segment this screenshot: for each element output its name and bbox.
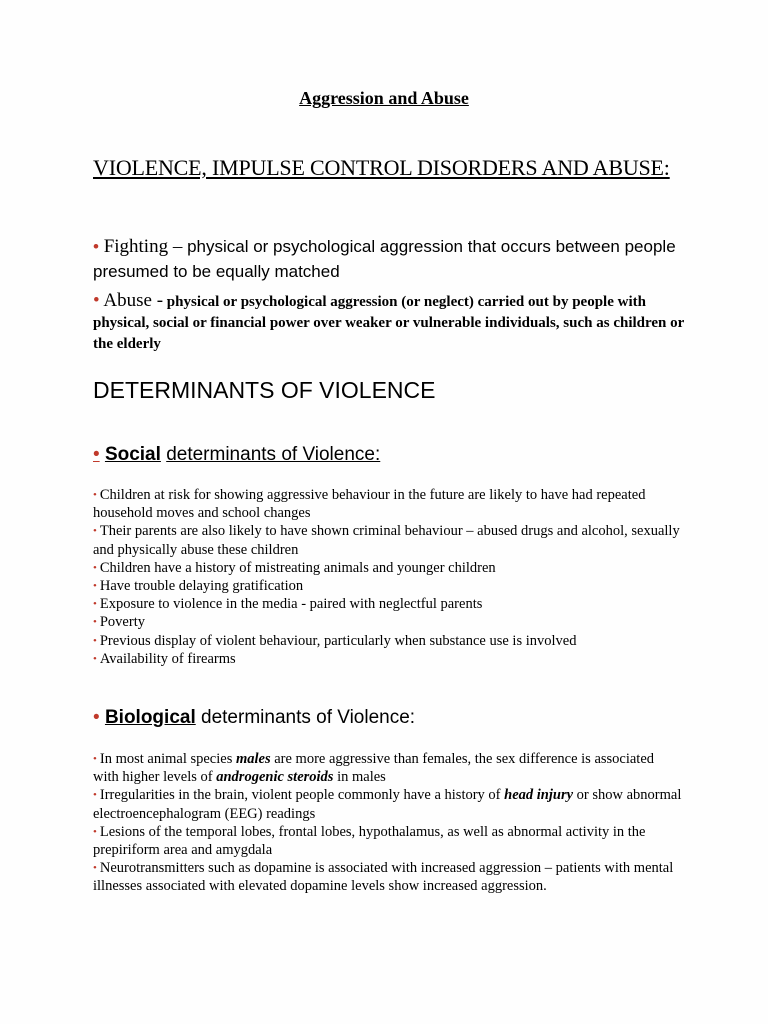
list-item: • Exposure to violence in the media - paired with neglectful parents [93,596,483,613]
bullet-icon: • [93,580,97,593]
bullet-icon: • [93,862,97,875]
subheading-bold: Biological [104,707,196,728]
bullet-icon: • [93,525,97,538]
list-item: • Have trouble delaying gratification [93,578,304,595]
definition-term: Fighting – [103,236,183,257]
list-item: • Poverty [93,614,145,631]
subheading-rest: determinants of Violence: [166,444,381,465]
biological-subheading [93,707,415,729]
list-item: • Their parents are also likely to have shown criminal behaviour – abused drugs and alcohol, sexually and physically abuse these children [93,523,680,558]
bullet-icon: • [93,489,97,501]
social-subheading [93,444,380,466]
biological-determinants-list [93,750,683,896]
bullet-icon: • [93,598,97,611]
bullet-icon: • [93,652,97,665]
list-item: • In most animal species males are more aggressive than females, the sex difference is associated with higher levels of androgenic steroids in males [93,751,655,786]
heading-determinants: DETERMINANTS OF VIOLENCE [93,377,436,403]
heading-violence [93,155,693,181]
document-title [0,88,768,109]
social-determinants-list [93,486,683,668]
list-item: • Neurotransmitters such as dopamine is associated with increased aggression – patients with mental illnesses associated with elevated dopamine levels show increased aggression. [93,860,674,895]
bullet-icon: • [93,237,99,256]
bullet-icon: • [93,561,97,574]
title-text: Aggression and Abuse [299,88,469,108]
definition-fighting [93,234,693,284]
heading-violence-text: VIOLENCE, IMPULSE CONTROL DISORDERS AND ABUSE: [93,155,670,180]
definition-term: Abuse - [103,290,164,311]
bullet-icon: • [93,707,100,728]
list-item: • Children at risk for showing aggressive behaviour in the future are likely to have had repeated household moves and school changes [93,487,646,522]
definition-abuse [93,290,693,355]
list-item: • Irregularities in the brain, violent people commonly have a history of head injury or show abnormal electroencephalogram (EEG) readings [93,787,682,822]
list-item: • Previous display of violent behaviour, particularly when substance use is involved [93,632,577,649]
list-item: • Availability of firearms [93,650,236,667]
bullet-icon: • [93,789,97,802]
definition-text: physical or psychological aggression (or neglect) carried out by people with physical, social or financial power over weaker or vulnerable individuals, such as children or the elderly [93,294,685,352]
bullet-icon: • [93,753,97,765]
subheading-bold: Social [104,444,161,465]
definition-text: physical or psychological aggression that occurs between people presumed to be equally matched [93,237,676,281]
list-item: • Children have a history of mistreating animals and younger children [93,559,496,576]
subheading-rest: determinants of Violence: [201,707,416,728]
list-item: • Lesions of the temporal lobes, frontal lobes, hypothalamus, as well as abnormal activity in the prepiriform area and amygdala [93,823,646,859]
bullet-icon: • [93,290,100,311]
bullet-icon: • [93,616,97,629]
bullet-icon: • [93,444,100,465]
bullet-icon: • [93,825,97,838]
bullet-icon: • [93,634,97,647]
